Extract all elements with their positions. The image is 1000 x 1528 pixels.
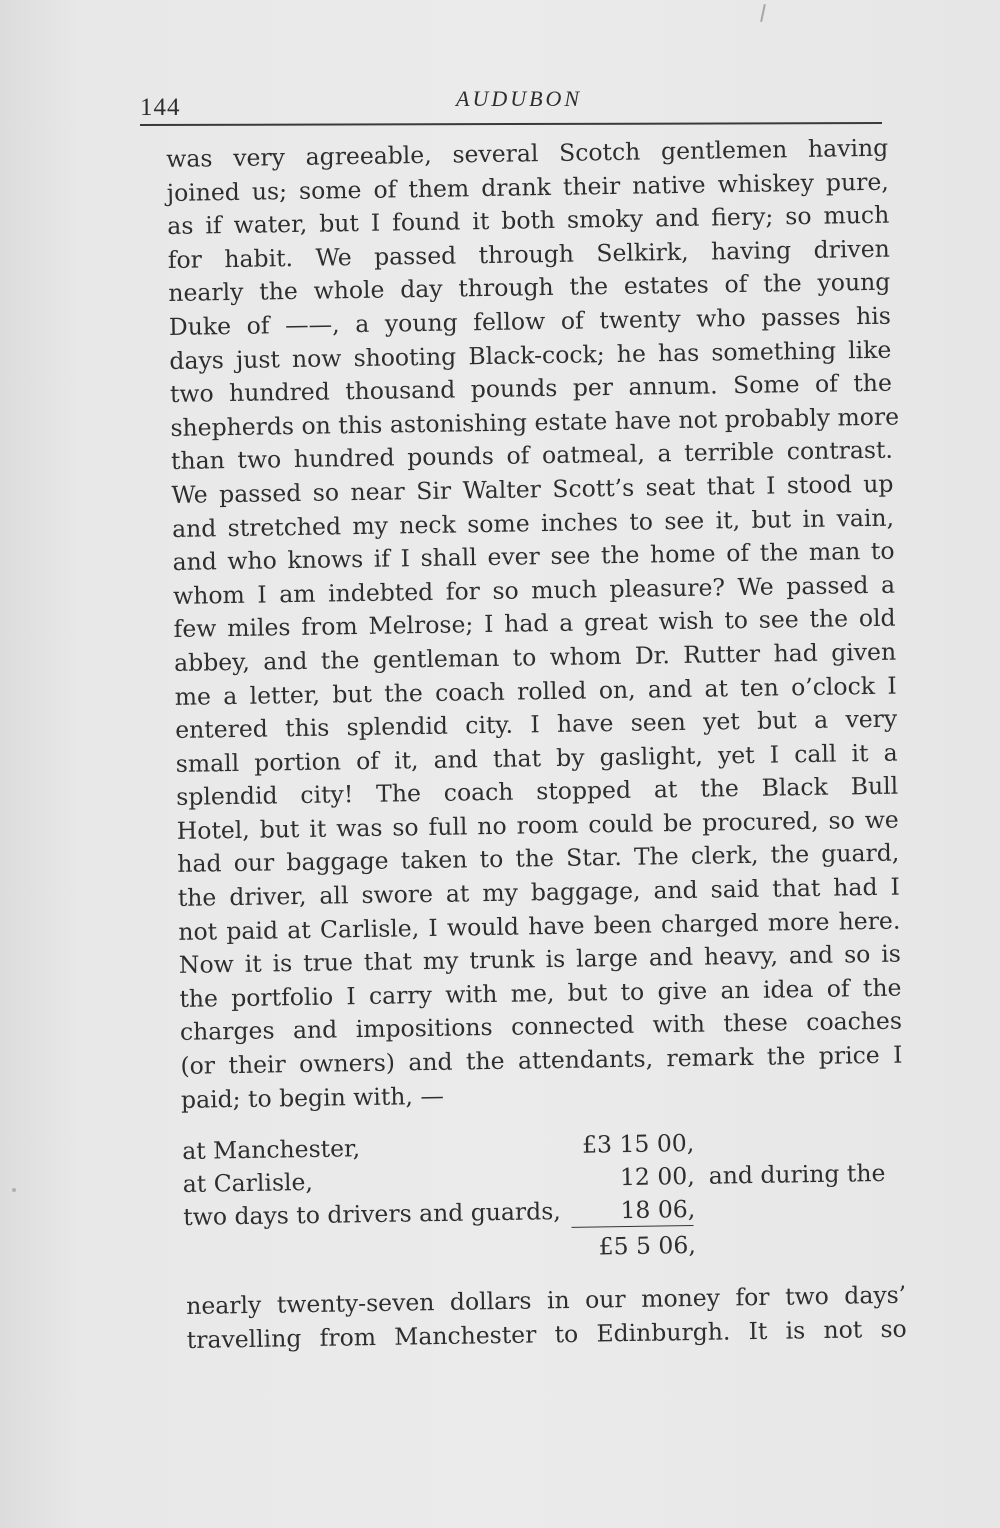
pencil-mark <box>760 4 766 22</box>
text-line: nearly the whole day through the estates of the young <box>168 268 891 308</box>
expense-total: £5 5 06, <box>598 1230 697 1261</box>
text-line: paid; to begin with, — <box>180 1081 445 1114</box>
text-line: than two hundred pounds of oatmeal, a terrible contrast. <box>170 435 894 476</box>
text-line: few miles from Melrose; I had a great wish to see the old <box>173 603 896 644</box>
text-line: entered this splendid city. I have seen yet but a very <box>175 704 898 745</box>
expense-table <box>182 1124 906 1275</box>
text-line: days just now shooting Black-cock; he has something like <box>169 335 892 375</box>
text-line: whom I am indebted for so much pleasure? We passed a <box>172 570 896 610</box>
text-line: the portfolio I carry with me, but to give an idea of the <box>179 973 902 1013</box>
expense-label: at Manchester, <box>182 1134 361 1165</box>
text-line: We passed so near Sir Walter Scott’s seat that I stood up <box>171 469 894 509</box>
text-line: (or their owners) and the attendants, remark the price I <box>180 1040 903 1080</box>
expense-note: and during the <box>708 1158 886 1190</box>
expense-amount: 18 06, <box>620 1194 696 1225</box>
text-line: Duke of ——, a young fellow of twenty who passes his <box>168 301 892 341</box>
page-number: 144 <box>140 94 181 121</box>
text-line: was very agreeable, several Scotch gentlemen having <box>166 133 889 173</box>
text-line: not paid at Carlisle, I would have been charged more here. <box>178 906 901 946</box>
page-header <box>140 82 882 128</box>
text-line: as if water, but I found it both smoky and fiery; so much <box>167 200 890 241</box>
expense-total-row <box>184 1226 906 1270</box>
running-title: AUDUBON <box>456 86 583 111</box>
text-line: and who knows if I shall ever see the home of the man to <box>172 536 895 577</box>
expense-amount: 12 00, <box>619 1161 695 1192</box>
expense-label: at Carlisle, <box>182 1167 314 1198</box>
tail-text <box>186 1279 907 1357</box>
text-line: charges and impositions connected with these coaches <box>179 1006 903 1047</box>
expense-label: two days to drivers and guards, <box>183 1197 561 1231</box>
text-line: Hotel, but it was so full no room could be procured, so we <box>176 805 899 845</box>
text-line: small portion of it, and that by gaslight, yet I call it a <box>175 738 898 778</box>
text-line: me a letter, but the coach rolled on, and at ten o’clock I <box>174 671 897 711</box>
text-line: nearly twenty-seven dollars in our money for two days’ <box>186 1280 907 1320</box>
text-line: and stretched my neck some inches to see it, but in vain, <box>171 503 895 543</box>
text-line: travelling from Manchester to Edinburgh. It is not so <box>186 1314 907 1354</box>
text-line: had our baggage taken to the Star. The clerk, the guard, <box>177 839 900 879</box>
text-line: the driver, all swore at my baggage, and said that had I <box>177 872 900 912</box>
text-line: two hundred thousand pounds per annum. Some of the <box>169 368 893 409</box>
text-line: for habit. We passed through Selkirk, having driven <box>167 234 890 274</box>
text-line: abbey, and the gentleman to whom Dr. Rutter had given <box>173 637 897 677</box>
text-line: shepherds on this astonishing estate have not probably more <box>170 402 900 442</box>
text-line: splendid city! The coach stopped at the Black Bull <box>176 771 899 812</box>
paper-speck <box>12 1188 16 1192</box>
expense-amount: £3 15 00, <box>581 1128 695 1159</box>
text-line: joined us; some of them drank their native whiskey pure, <box>166 167 889 207</box>
body-text <box>166 132 903 1117</box>
text-line: Now it is true that my trunk is large and heavy, and so is <box>178 939 902 980</box>
